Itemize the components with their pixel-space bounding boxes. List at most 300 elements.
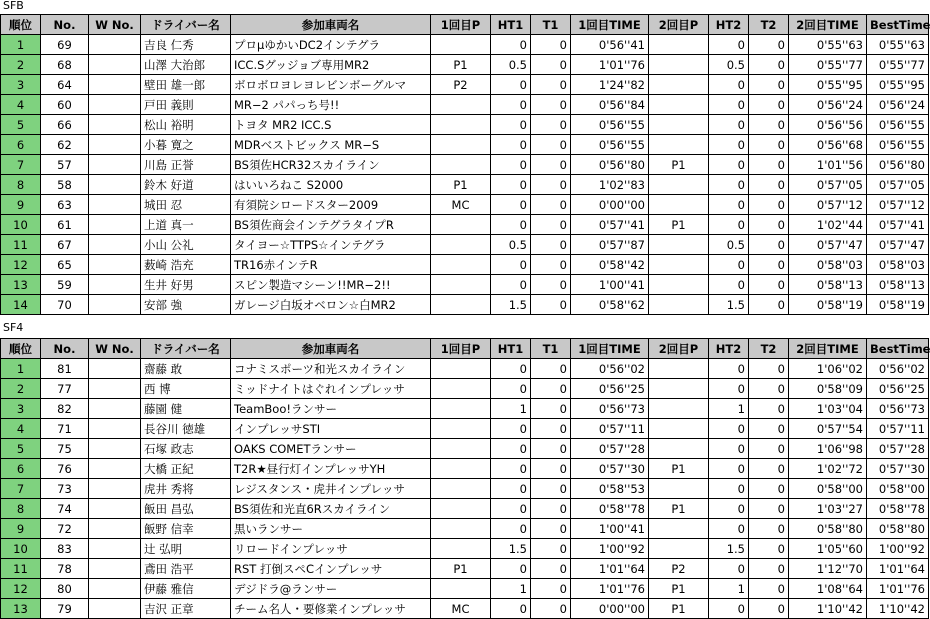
table-row	[1, 439, 929, 459]
w-number-cell	[89, 275, 141, 295]
ht2-cell: 0	[709, 215, 749, 235]
best-time-cell: 0'56''02	[867, 359, 929, 379]
t1-cell: 0	[531, 75, 571, 95]
penalty-2-cell	[649, 235, 709, 255]
rank-cell: 6	[1, 135, 41, 155]
time-1-cell: 1'01''76	[571, 579, 649, 599]
t1-cell: 0	[531, 519, 571, 539]
time-2-cell: 1'10''42	[789, 599, 867, 619]
w-number-cell	[89, 439, 141, 459]
ht1-cell: 0	[491, 195, 531, 215]
t2-cell: 0	[749, 95, 789, 115]
results-table-sf4	[0, 338, 929, 619]
t2-cell: 0	[749, 539, 789, 559]
t2-cell: 0	[749, 275, 789, 295]
t1-cell: 0	[531, 559, 571, 579]
time-1-cell: 1'00''92	[571, 539, 649, 559]
time-2-cell: 0'58''09	[789, 379, 867, 399]
rank-cell: 9	[1, 195, 41, 215]
t2-cell: 0	[749, 255, 789, 275]
best-time-cell: 0'56''25	[867, 379, 929, 399]
ht2-cell: 0	[709, 175, 749, 195]
rank-cell: 2	[1, 55, 41, 75]
penalty-2-cell	[649, 359, 709, 379]
driver-name-cell: 安部 強	[141, 295, 231, 315]
time-2-cell: 0'56''68	[789, 135, 867, 155]
w-number-cell	[89, 479, 141, 499]
ht2-cell: 0	[709, 195, 749, 215]
car-number-cell: 65	[41, 255, 89, 275]
table-row	[1, 115, 929, 135]
car-number-cell: 76	[41, 459, 89, 479]
rank-cell: 12	[1, 579, 41, 599]
car-number-cell: 77	[41, 379, 89, 399]
column-header-best-time: BestTime	[867, 339, 929, 359]
column-header-ht2: HT2	[709, 339, 749, 359]
best-time-cell: 0'57''28	[867, 439, 929, 459]
best-time-cell: 0'56''55	[867, 115, 929, 135]
table-row	[1, 95, 929, 115]
penalty-1-cell	[431, 379, 491, 399]
time-2-cell: 0'56''56	[789, 115, 867, 135]
time-1-cell: 0'56''25	[571, 379, 649, 399]
rank-cell: 4	[1, 419, 41, 439]
best-time-cell: 0'58''19	[867, 295, 929, 315]
w-number-cell	[89, 599, 141, 619]
w-number-cell	[89, 115, 141, 135]
ht2-cell: 0	[709, 379, 749, 399]
best-time-cell: 1'01''76	[867, 579, 929, 599]
penalty-2-cell	[649, 419, 709, 439]
ht1-cell: 0	[491, 35, 531, 55]
column-header-time-1: 1回目TIME	[571, 339, 649, 359]
driver-name-cell: 川島 正誉	[141, 155, 231, 175]
column-header-penalty-2: 2回目P	[649, 339, 709, 359]
best-time-cell: 1'10''42	[867, 599, 929, 619]
ht1-cell: 0	[491, 499, 531, 519]
column-header-t2: T2	[749, 339, 789, 359]
penalty-2-cell	[649, 519, 709, 539]
car-name-cell: ガレージ白坂オベロン☆白MR2	[231, 295, 431, 315]
ht1-cell: 0	[491, 175, 531, 195]
time-2-cell: 0'58''03	[789, 255, 867, 275]
penalty-1-cell	[431, 459, 491, 479]
t2-cell: 0	[749, 499, 789, 519]
time-2-cell: 1'06''02	[789, 359, 867, 379]
car-number-cell: 68	[41, 55, 89, 75]
time-2-cell: 1'02''44	[789, 215, 867, 235]
t1-cell: 0	[531, 499, 571, 519]
table-row	[1, 215, 929, 235]
t2-cell: 0	[749, 579, 789, 599]
penalty-2-cell: P1	[649, 499, 709, 519]
time-1-cell: 0'57''28	[571, 439, 649, 459]
table-row	[1, 195, 929, 215]
column-header-ht1: HT1	[491, 339, 531, 359]
car-number-cell: 67	[41, 235, 89, 255]
penalty-1-cell	[431, 35, 491, 55]
ht1-cell: 1.5	[491, 539, 531, 559]
t2-cell: 0	[749, 75, 789, 95]
rank-cell: 5	[1, 115, 41, 135]
time-1-cell: 1'02''83	[571, 175, 649, 195]
best-time-cell: 0'57''05	[867, 175, 929, 195]
table-row	[1, 399, 929, 419]
driver-name-cell: 生井 好男	[141, 275, 231, 295]
time-2-cell: 1'02''72	[789, 459, 867, 479]
t2-cell: 0	[749, 419, 789, 439]
driver-name-cell: 鈴木 好道	[141, 175, 231, 195]
t2-cell: 0	[749, 195, 789, 215]
car-number-cell: 61	[41, 215, 89, 235]
w-number-cell	[89, 459, 141, 479]
best-time-cell: 0'58''13	[867, 275, 929, 295]
rank-cell: 11	[1, 235, 41, 255]
penalty-1-cell	[431, 419, 491, 439]
rank-cell: 5	[1, 439, 41, 459]
car-name-cell: ICC.Sグッジョブ専用MR2	[231, 55, 431, 75]
driver-name-cell: 飯田 昌弘	[141, 499, 231, 519]
t1-cell: 0	[531, 35, 571, 55]
time-2-cell: 0'58''19	[789, 295, 867, 315]
column-header-t1: T1	[531, 339, 571, 359]
column-header-driver-name: ドライバー名	[141, 339, 231, 359]
best-time-cell: 0'58''80	[867, 519, 929, 539]
driver-name-cell: 薮崎 浩充	[141, 255, 231, 275]
penalty-2-cell	[649, 75, 709, 95]
penalty-2-cell: P1	[649, 459, 709, 479]
table-row	[1, 75, 929, 95]
rank-cell: 11	[1, 559, 41, 579]
t2-cell: 0	[749, 599, 789, 619]
driver-name-cell: 伊藤 雅信	[141, 579, 231, 599]
column-header-rank: 順位	[1, 339, 41, 359]
table-row	[1, 35, 929, 55]
column-header-car-name: 参加車両名	[231, 339, 431, 359]
w-number-cell	[89, 499, 141, 519]
ht1-cell: 1	[491, 579, 531, 599]
car-name-cell: OAKS COMETランサー	[231, 439, 431, 459]
time-2-cell: 0'55''63	[789, 35, 867, 55]
ht1-cell: 0	[491, 359, 531, 379]
driver-name-cell: 戸田 義則	[141, 95, 231, 115]
t1-cell: 0	[531, 295, 571, 315]
ht2-cell: 1.5	[709, 295, 749, 315]
time-1-cell: 1'00''41	[571, 519, 649, 539]
driver-name-cell: 飯野 信幸	[141, 519, 231, 539]
car-name-cell: トヨタ MR2 ICC.S	[231, 115, 431, 135]
driver-name-cell: 壁田 雄一郎	[141, 75, 231, 95]
car-number-cell: 82	[41, 399, 89, 419]
time-1-cell: 0'00''00	[571, 195, 649, 215]
car-number-cell: 64	[41, 75, 89, 95]
rank-cell: 7	[1, 479, 41, 499]
time-1-cell: 0'58''42	[571, 255, 649, 275]
car-name-cell: スピン製造マシーン!!MR−2!!	[231, 275, 431, 295]
car-number-cell: 60	[41, 95, 89, 115]
ht2-cell: 0	[709, 255, 749, 275]
column-header-penalty-1: 1回目P	[431, 15, 491, 35]
ht2-cell: 0	[709, 115, 749, 135]
table-row	[1, 155, 929, 175]
car-number-cell: 75	[41, 439, 89, 459]
car-number-cell: 78	[41, 559, 89, 579]
t1-cell: 0	[531, 359, 571, 379]
column-header-w-number: W No.	[89, 15, 141, 35]
table-row	[1, 559, 929, 579]
penalty-1-cell	[431, 479, 491, 499]
car-name-cell: BS須佐HCR32スカイライン	[231, 155, 431, 175]
column-header-penalty-2: 2回目P	[649, 15, 709, 35]
car-name-cell: MR−2 パパっち号!!	[231, 95, 431, 115]
t2-cell: 0	[749, 175, 789, 195]
driver-name-cell: 小暮 寛之	[141, 135, 231, 155]
ht1-cell: 0	[491, 95, 531, 115]
penalty-2-cell	[649, 439, 709, 459]
time-1-cell: 0'56''80	[571, 155, 649, 175]
ht2-cell: 0	[709, 95, 749, 115]
driver-name-cell: 藤園 健	[141, 399, 231, 419]
best-time-cell: 0'58''03	[867, 255, 929, 275]
ht2-cell: 1.5	[709, 539, 749, 559]
rank-cell: 6	[1, 459, 41, 479]
penalty-1-cell	[431, 155, 491, 175]
table-row	[1, 419, 929, 439]
time-1-cell: 0'57''87	[571, 235, 649, 255]
w-number-cell	[89, 95, 141, 115]
best-time-cell: 1'00''92	[867, 539, 929, 559]
time-2-cell: 0'57''05	[789, 175, 867, 195]
time-1-cell: 0'56''55	[571, 115, 649, 135]
driver-name-cell: 大橋 正紀	[141, 459, 231, 479]
time-1-cell: 0'56''41	[571, 35, 649, 55]
w-number-cell	[89, 35, 141, 55]
rank-cell: 1	[1, 35, 41, 55]
car-name-cell: タイヨー☆TTPS☆インテグラ	[231, 235, 431, 255]
penalty-2-cell	[649, 195, 709, 215]
time-2-cell: 0'57''47	[789, 235, 867, 255]
best-time-cell: 0'57''30	[867, 459, 929, 479]
time-1-cell: 0'56''02	[571, 359, 649, 379]
car-name-cell: はいいろねこ S2000	[231, 175, 431, 195]
column-header-penalty-1: 1回目P	[431, 339, 491, 359]
ht2-cell: 0	[709, 135, 749, 155]
table-row	[1, 539, 929, 559]
table-row	[1, 519, 929, 539]
ht1-cell: 0	[491, 115, 531, 135]
w-number-cell	[89, 195, 141, 215]
penalty-2-cell	[649, 399, 709, 419]
time-2-cell: 1'01''56	[789, 155, 867, 175]
w-number-cell	[89, 399, 141, 419]
t1-cell: 0	[531, 55, 571, 75]
penalty-1-cell: P2	[431, 75, 491, 95]
t2-cell: 0	[749, 559, 789, 579]
car-name-cell: コナミスポーツ和光スカイライン	[231, 359, 431, 379]
ht2-cell: 0	[709, 499, 749, 519]
w-number-cell	[89, 579, 141, 599]
rank-cell: 8	[1, 175, 41, 195]
car-number-cell: 57	[41, 155, 89, 175]
rank-cell: 10	[1, 539, 41, 559]
ht2-cell: 0	[709, 439, 749, 459]
ht1-cell: 0.5	[491, 55, 531, 75]
ht2-cell: 0	[709, 359, 749, 379]
penalty-1-cell	[431, 135, 491, 155]
ht2-cell: 1	[709, 579, 749, 599]
table-row	[1, 135, 929, 155]
best-time-cell: 0'56''24	[867, 95, 929, 115]
driver-name-cell: 虎井 秀将	[141, 479, 231, 499]
ht1-cell: 0	[491, 275, 531, 295]
driver-name-cell: 辻 弘明	[141, 539, 231, 559]
penalty-1-cell	[431, 399, 491, 419]
header-row	[1, 15, 929, 35]
penalty-1-cell	[431, 275, 491, 295]
ht2-cell: 0	[709, 519, 749, 539]
best-time-cell: 0'55''95	[867, 75, 929, 95]
penalty-1-cell	[431, 519, 491, 539]
best-time-cell: 0'56''80	[867, 155, 929, 175]
time-2-cell: 0'58''13	[789, 275, 867, 295]
time-2-cell: 1'05''60	[789, 539, 867, 559]
ht2-cell: 0	[709, 275, 749, 295]
column-header-car-number: No.	[41, 339, 89, 359]
t2-cell: 0	[749, 359, 789, 379]
rank-cell: 8	[1, 499, 41, 519]
driver-name-cell: 石塚 政志	[141, 439, 231, 459]
t2-cell: 0	[749, 55, 789, 75]
table-row	[1, 175, 929, 195]
car-name-cell: 有須院シロードスター2009	[231, 195, 431, 215]
t2-cell: 0	[749, 115, 789, 135]
rank-cell: 9	[1, 519, 41, 539]
car-number-cell: 70	[41, 295, 89, 315]
car-name-cell: リロードインプレッサ	[231, 539, 431, 559]
car-name-cell: デジドラ@ランサー	[231, 579, 431, 599]
car-number-cell: 72	[41, 519, 89, 539]
penalty-2-cell	[649, 275, 709, 295]
table-row	[1, 295, 929, 315]
best-time-cell: 0'58''00	[867, 479, 929, 499]
section-title-sf4: SF4	[3, 321, 24, 334]
t1-cell: 0	[531, 155, 571, 175]
table-row	[1, 255, 929, 275]
t1-cell: 0	[531, 399, 571, 419]
rank-cell: 2	[1, 379, 41, 399]
time-1-cell: 0'58''53	[571, 479, 649, 499]
time-1-cell: 1'01''64	[571, 559, 649, 579]
t1-cell: 0	[531, 459, 571, 479]
ht2-cell: 1	[709, 399, 749, 419]
t2-cell: 0	[749, 439, 789, 459]
w-number-cell	[89, 559, 141, 579]
driver-name-cell: 山澤 大治郎	[141, 55, 231, 75]
rank-cell: 12	[1, 255, 41, 275]
rank-cell: 14	[1, 295, 41, 315]
driver-name-cell: 松山 裕明	[141, 115, 231, 135]
best-time-cell: 0'57''12	[867, 195, 929, 215]
w-number-cell	[89, 379, 141, 399]
t1-cell: 0	[531, 95, 571, 115]
column-header-ht1: HT1	[491, 15, 531, 35]
time-2-cell: 0'56''24	[789, 95, 867, 115]
penalty-2-cell	[649, 55, 709, 75]
column-header-car-name: 参加車両名	[231, 15, 431, 35]
best-time-cell: 0'56''73	[867, 399, 929, 419]
time-1-cell: 0'00''00	[571, 599, 649, 619]
time-2-cell: 0'57''54	[789, 419, 867, 439]
column-header-t1: T1	[531, 15, 571, 35]
car-name-cell: 黒いランサー	[231, 519, 431, 539]
ht1-cell: 0	[491, 419, 531, 439]
penalty-2-cell: P1	[649, 215, 709, 235]
penalty-2-cell	[649, 479, 709, 499]
best-time-cell: 0'55''63	[867, 35, 929, 55]
column-header-time-2: 2回目TIME	[789, 15, 867, 35]
ht1-cell: 0	[491, 559, 531, 579]
car-number-cell: 63	[41, 195, 89, 215]
car-number-cell: 73	[41, 479, 89, 499]
penalty-1-cell	[431, 295, 491, 315]
ht1-cell: 0	[491, 135, 531, 155]
car-name-cell: TR16赤インテR	[231, 255, 431, 275]
penalty-2-cell: P2	[649, 559, 709, 579]
w-number-cell	[89, 255, 141, 275]
t1-cell: 0	[531, 255, 571, 275]
t2-cell: 0	[749, 135, 789, 155]
penalty-2-cell	[649, 539, 709, 559]
best-time-cell: 0'55''77	[867, 55, 929, 75]
penalty-2-cell	[649, 379, 709, 399]
rank-cell: 7	[1, 155, 41, 175]
penalty-2-cell	[649, 35, 709, 55]
ht2-cell: 0	[709, 155, 749, 175]
ht2-cell: 0.5	[709, 235, 749, 255]
t2-cell: 0	[749, 459, 789, 479]
driver-name-cell: 吉良 仁秀	[141, 35, 231, 55]
w-number-cell	[89, 55, 141, 75]
best-time-cell: 0'57''41	[867, 215, 929, 235]
ht1-cell: 0	[491, 479, 531, 499]
column-header-driver-name: ドライバー名	[141, 15, 231, 35]
w-number-cell	[89, 75, 141, 95]
t1-cell: 0	[531, 419, 571, 439]
time-2-cell: 1'03''27	[789, 499, 867, 519]
ht1-cell: 1	[491, 399, 531, 419]
table-row	[1, 55, 929, 75]
time-2-cell: 0'58''80	[789, 519, 867, 539]
penalty-1-cell: P1	[431, 175, 491, 195]
table-row	[1, 499, 929, 519]
penalty-2-cell	[649, 95, 709, 115]
column-header-car-number: No.	[41, 15, 89, 35]
table-row	[1, 379, 929, 399]
penalty-1-cell: P1	[431, 55, 491, 75]
ht1-cell: 0	[491, 255, 531, 275]
t1-cell: 0	[531, 599, 571, 619]
rank-cell: 3	[1, 75, 41, 95]
ht1-cell: 0	[491, 155, 531, 175]
t1-cell: 0	[531, 195, 571, 215]
driver-name-cell: 小山 公礼	[141, 235, 231, 255]
penalty-2-cell: P1	[649, 579, 709, 599]
time-1-cell: 0'56''73	[571, 399, 649, 419]
ht1-cell: 0	[491, 75, 531, 95]
penalty-2-cell: P1	[649, 599, 709, 619]
t2-cell: 0	[749, 379, 789, 399]
car-number-cell: 80	[41, 579, 89, 599]
